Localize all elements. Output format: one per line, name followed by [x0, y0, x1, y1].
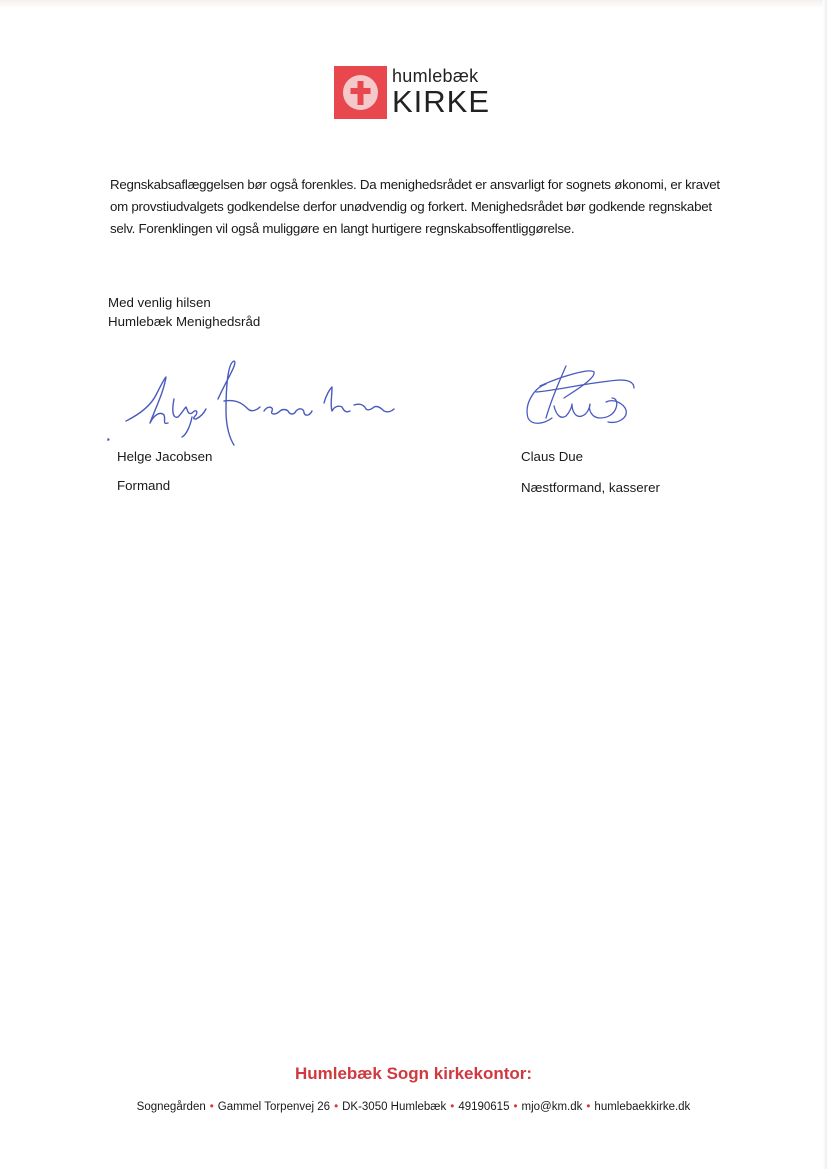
separator-dot: •: [334, 1101, 339, 1113]
signatory-1-title: Formand: [117, 478, 171, 493]
footer-email[interactable]: mjo@km.dk: [521, 1101, 583, 1113]
separator-dot: •: [209, 1101, 214, 1113]
signatory-2-title: Næstformand, kasserer: [521, 480, 660, 495]
closing-organization: Humlebæk Menighedsråd: [108, 314, 261, 329]
cross-icon: [343, 75, 378, 110]
footer-street: Gammel Torpenvej 26: [217, 1101, 331, 1113]
footer-contact-line: [0, 1101, 827, 1113]
footer-website[interactable]: humlebaekkirke.dk: [594, 1101, 691, 1113]
signature-claus-due: [510, 358, 650, 438]
footer-phone: 49190615: [458, 1101, 510, 1113]
page-right-edge: [823, 0, 827, 1169]
closing-greeting: Med venlig hilsen: [108, 295, 211, 310]
closing-block: [108, 293, 260, 331]
signatory-1-name: Helge Jacobsen: [117, 449, 213, 464]
signatory-2-name: Claus Due: [521, 449, 584, 464]
logo-text-small: humlebæk: [392, 66, 479, 86]
footer-city: DK-3050 Humlebæk: [342, 1101, 447, 1113]
separator-dot: •: [586, 1101, 591, 1113]
separator-dot: •: [513, 1101, 518, 1113]
separator-dot: •: [450, 1101, 455, 1113]
logo-emblem: [334, 66, 387, 119]
logo-text-big: KIRKE: [392, 84, 491, 119]
signature-helge-jacobsen: [98, 355, 408, 450]
letter-paragraph: Regnskabsaflæggelsen bør også forenkles. Da menighedsrådet er ansvarligt for sognets økonomi, er kravet om provstiudvalgets godkendelse derfor unødvendig og forkert. Menighedsrådet bør godkende regnskabet selv. Forenklingen vil også muliggøre en langt hurtigere regnskabsoffentliggørelse.: [110, 177, 720, 236]
footer-place: Sognegården: [136, 1101, 206, 1113]
church-logo: [334, 66, 494, 122]
footer-title: Humlebæk Sogn kirkekontor:: [294, 1064, 533, 1083]
page-top-shade: [0, 0, 827, 8]
